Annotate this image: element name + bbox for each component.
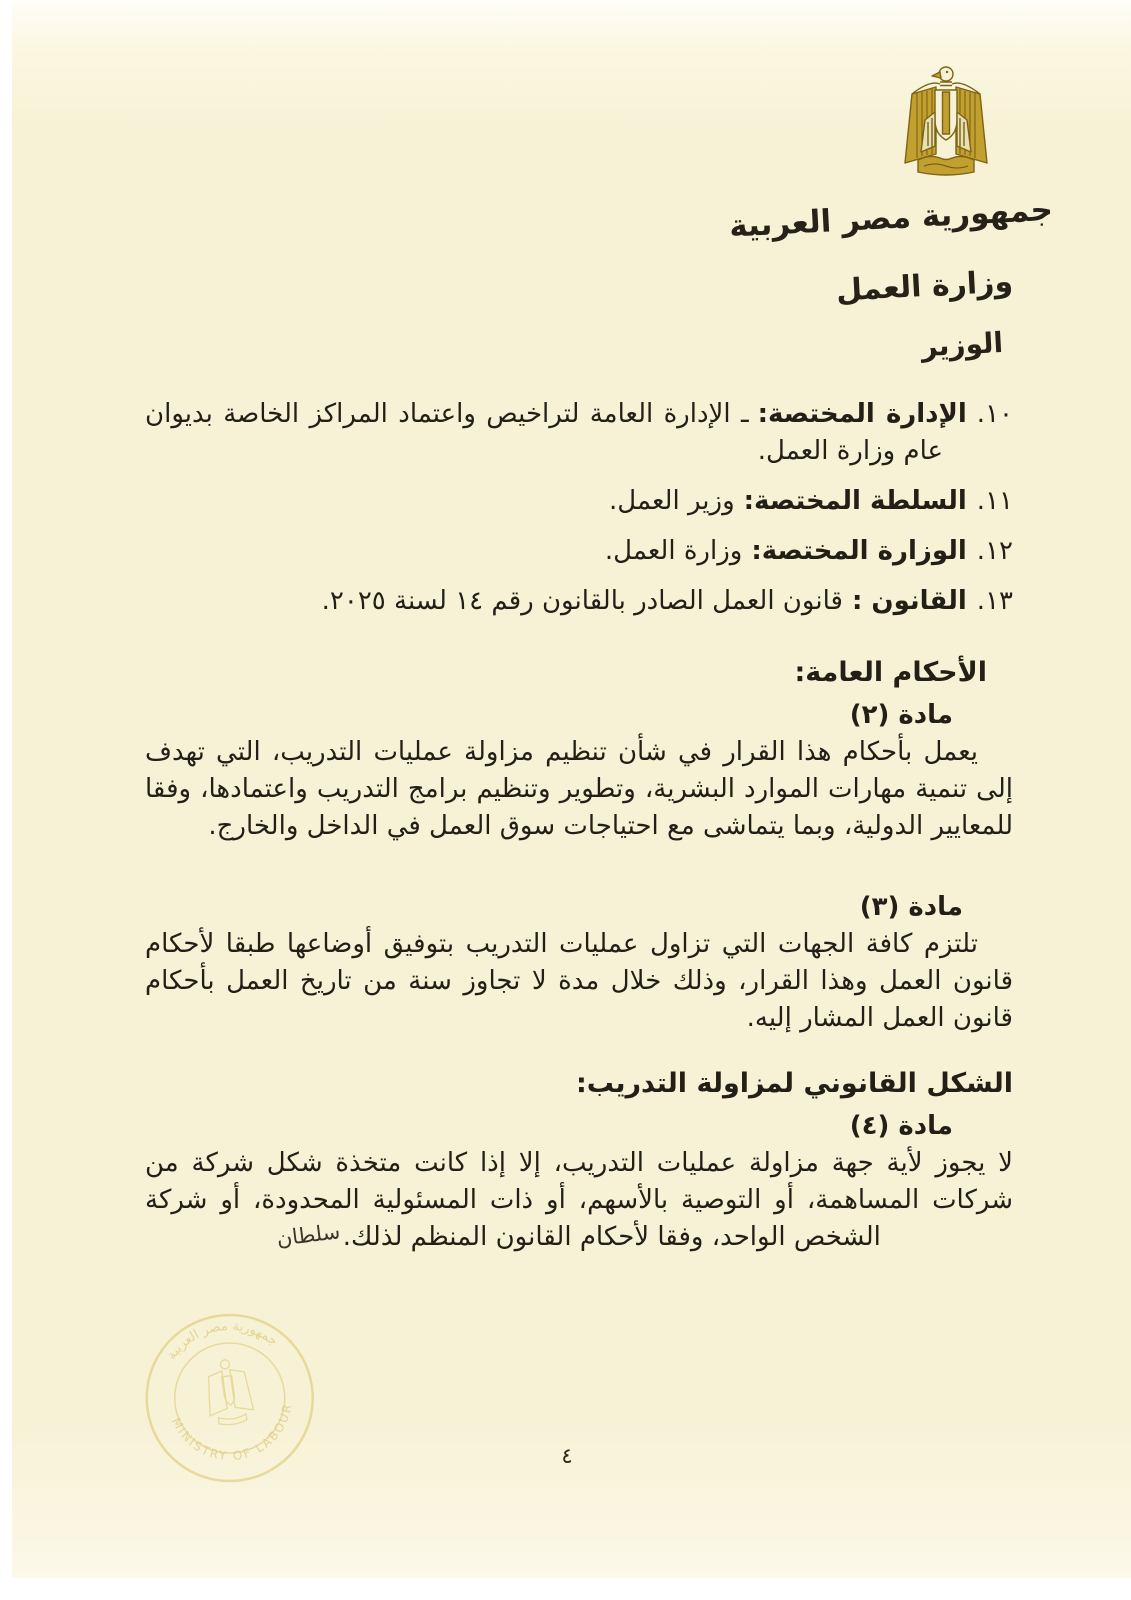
article-3-body: تلتزم كافة الجهات التي تزاول عمليات التدريب بتوفيق أوضاعها طبقا لأحكام قانون العمل وهذا القرار، وذلك خلال مدة لا تجاوز سنة من تاريخ العمل بأحكام قانون العمل المشار إليه. bbox=[145, 929, 1013, 1033]
scanned-page bbox=[12, 0, 1131, 1578]
header-minister: الوزير bbox=[920, 325, 1004, 364]
definition-item-11 bbox=[145, 483, 1013, 520]
definition-item-12 bbox=[145, 533, 1013, 570]
definition-number: ١٣. bbox=[976, 586, 1013, 616]
definition-label: الوزارة المختصة: bbox=[751, 536, 967, 566]
svg-text:جمهورية مصر العربية bbox=[161, 1311, 282, 1364]
stamp-bottom-text: MINISTRY OF LABOUR bbox=[168, 1401, 295, 1464]
definition-number: ١٢. bbox=[976, 536, 1013, 566]
stamp-top-text: جمهورية مصر العربية bbox=[164, 1318, 281, 1363]
definition-label: الإدارة المختصة: bbox=[757, 399, 967, 429]
definition-label: السلطة المختصة: bbox=[743, 486, 967, 516]
ministry-seal-stamp bbox=[130, 1299, 329, 1502]
page-number: ٤ bbox=[561, 1444, 573, 1468]
article-3-title: مادة (٣) bbox=[859, 892, 963, 922]
section-heading-legal-form: الشكل القانوني لمزاولة التدريب: bbox=[575, 1068, 1013, 1099]
egypt-eagle-emblem-icon bbox=[890, 62, 1002, 186]
definition-number: ١١. bbox=[976, 486, 1013, 516]
definition-text: وزارة العمل. bbox=[604, 536, 743, 566]
article-2-body: يعمل بأحكام هذا القرار في شأن تنظيم مزاولة عمليات التدريب، التي تهدف إلى تنمية مهارات الموارد البشرية، وتطوير وتنظيم برامج التدريب واعتمادها، وفقا للمعايير الدولية، وبما يتماشى مع احتياجات سوق العمل في الداخل والخارج. bbox=[145, 737, 1013, 841]
article-2-title: مادة (٢) bbox=[849, 700, 953, 730]
header-republic: جمهورية مصر العربية bbox=[728, 191, 1054, 245]
definition-text: قانون العمل الصادر بالقانون رقم ١٤ لسنة ٢٠٢٥. bbox=[321, 586, 843, 616]
definition-number: ١٠. bbox=[976, 399, 1013, 429]
definition-item-10 bbox=[145, 396, 1013, 470]
definition-label: القانون : bbox=[851, 586, 967, 616]
definition-text: ـ الإدارة العامة لتراخيص واعتماد المراكز الخاصة بديوان عام وزارة العمل. bbox=[145, 399, 943, 466]
article-4-title: مادة (٤) bbox=[849, 1111, 953, 1141]
header-ministry: وزارة العمل bbox=[835, 264, 1014, 309]
definition-text: وزير العمل. bbox=[609, 486, 735, 516]
handwritten-signature: سلطان bbox=[275, 1219, 342, 1251]
section-heading-general-provisions: الأحكام العامة: bbox=[794, 657, 987, 688]
definition-item-13 bbox=[145, 583, 1013, 620]
article-4-body bbox=[145, 1145, 1013, 1257]
article-4-text: لا يجوز لأية جهة مزاولة عمليات التدريب، إلا إذا كانت متخذة شكل شركة من شركات المساهمة، أو التوصية بالأسهم، أو ذات المسئولية المحدودة، أو شركة الشخص الواحد، وفقا لأحكام القانون المنظم لذلك. bbox=[145, 1148, 1013, 1252]
document-body bbox=[145, 396, 1013, 1257]
